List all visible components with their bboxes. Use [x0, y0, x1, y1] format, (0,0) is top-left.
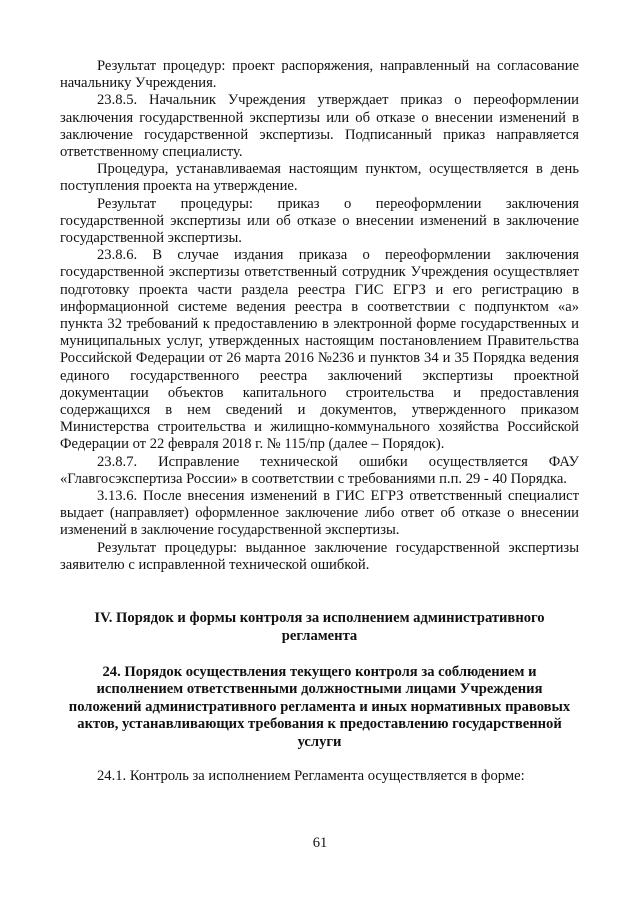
paragraph-spacer [60, 751, 579, 768]
page-content [60, 58, 579, 785]
paragraph-23-8-5: 23.8.5. Начальник Учреждения утверждает приказ о переоформлении заключения государственной экспертизы или об отказе о внесении изменений в заключение государственной экспертизы. Подписанный приказ направляется ответственному специалисту. [60, 92, 579, 161]
paragraph-result-issued-conclusion: Результат процедуры: выданное заключение государственной экспертизы заявителю с исправленной технической ошибкой. [60, 539, 579, 573]
paragraph-23-8-7: 23.8.7. Исправление технической ошибки осуществляется ФАУ «Главгосэкспертиза России» в соответствии с требованиями п.п. 29 - 40 Порядка. [60, 453, 579, 487]
paragraph-result-order: Результат процедуры: приказ о переоформлении заключения государственной экспертизы или об отказе о внесении изменений в заключение государственной экспертизы. [60, 195, 579, 247]
section-heading: IV. Порядок и формы контроля за исполнением административного регламента [94, 610, 545, 644]
paragraph-23-8-6: 23.8.6. В случае издания приказа о переоформлении заключения государственной экспертизы ответственный сотрудник Учреждения осуществляет подготовку проекта части раздела реестра ГИС ЕГРЗ и его регистрацию в информационной системе ведения реестра в соответствии с подпунктом «а» пункта 32 требований к предоставлению в электронной форме государственных и муниципальных услуг, утвержденных настоящим постановлением Правительства Российской Федерации от 26 марта 2016 №236 и пунктов 34 и 35 Порядка ведения единого государственного реестра заключений экспертизы проектной документации объектов капитального строительства и предоставления содержащихся в нем сведений и документов, утвержденного приказом Министерства строительства и жилищно-коммунального хозяйства Российской Федерации от 22 февраля 2018 г. № 115/пр (далее – Порядок). [60, 247, 579, 453]
paragraph-3-13-6: 3.13.6. После внесения изменений в ГИС ЕГРЗ ответственный специалист выдает (направляет) оформленное заключение либо ответ об отказе о внесении изменений в заключение государственной экспертизы. [60, 488, 579, 539]
section-spacer [60, 574, 579, 610]
paragraph-result-draft-order: Результат процедур: проект распоряжения, направленный на согласование начальнику Учреждения. [60, 58, 579, 92]
subsection-heading: 24. Порядок осуществления текущего контроля за соблюдением и исполнением ответственными должностными лицами Учреждения положений административного регламента и иных нормативных правовых актов, устанавливающих требования к предоставлению государственной услуги [68, 663, 571, 750]
paragraph-24-1: 24.1. Контроль за исполнением Регламента осуществляется в форме: [97, 767, 525, 784]
heading-spacer [60, 645, 579, 664]
paragraph-procedure-timing: Процедура, устанавливаемая настоящим пунктом, осуществляется в день поступления проекта на утверждение. [60, 161, 579, 195]
page-number: 61 [312, 835, 328, 851]
